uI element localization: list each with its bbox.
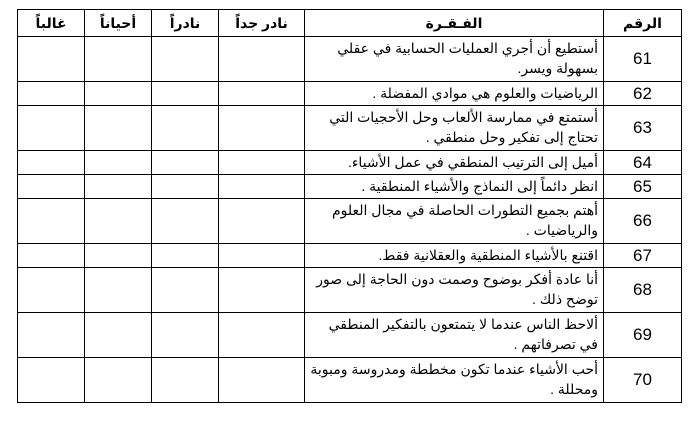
response-cell-rarely	[152, 151, 219, 175]
response-cell-very-rarely	[219, 358, 305, 403]
table-row	[18, 313, 682, 358]
item-number: 62	[604, 82, 682, 106]
table-row	[18, 106, 682, 151]
header-rarely: نادراً	[152, 10, 219, 37]
response-cell-rarely	[152, 313, 219, 358]
response-cell-sometimes	[85, 82, 152, 106]
item-text: انظر دائماً إلى النماذج والأشياء المنطقية .	[305, 175, 604, 199]
item-number: 66	[604, 199, 682, 244]
response-cell-sometimes	[85, 106, 152, 151]
header-item: الفـقـرة	[305, 10, 604, 37]
response-cell-sometimes	[85, 199, 152, 244]
response-cell-often	[18, 313, 85, 358]
response-cell-sometimes	[85, 37, 152, 82]
response-cell-rarely	[152, 106, 219, 151]
response-cell-often	[18, 358, 85, 403]
table-row	[18, 358, 682, 403]
response-cell-very-rarely	[219, 151, 305, 175]
table-row	[18, 199, 682, 244]
response-cell-sometimes	[85, 313, 152, 358]
table-row	[18, 268, 682, 313]
response-cell-very-rarely	[219, 313, 305, 358]
questionnaire-table	[17, 9, 682, 403]
response-cell-rarely	[152, 37, 219, 82]
item-text: أنا عادة أفكر بوضوح وصمت دون الحاجة إلى صور توضح ذلك .	[305, 268, 604, 313]
response-cell-often	[18, 199, 85, 244]
item-number: 67	[604, 244, 682, 268]
item-text: أستمتع في ممارسة الألعاب وحل الأحجيات التي تحتاج إلى تفكير وحل منطقي .	[305, 106, 604, 151]
item-text: أحب الأشياء عندما تكون مخططة ومدروسة ومبوبة ومحللة .	[305, 358, 604, 403]
response-cell-rarely	[152, 244, 219, 268]
response-cell-very-rarely	[219, 175, 305, 199]
response-cell-rarely	[152, 175, 219, 199]
response-cell-often	[18, 268, 85, 313]
response-cell-often	[18, 244, 85, 268]
response-cell-sometimes	[85, 268, 152, 313]
response-cell-very-rarely	[219, 199, 305, 244]
response-cell-sometimes	[85, 151, 152, 175]
response-cell-very-rarely	[219, 82, 305, 106]
header-very-rarely: نادر جداً	[219, 10, 305, 37]
response-cell-rarely	[152, 268, 219, 313]
item-number: 69	[604, 313, 682, 358]
response-cell-sometimes	[85, 244, 152, 268]
item-text: أميل إلى الترتيب المنطقي في عمل الأشياء.	[305, 151, 604, 175]
item-number: 68	[604, 268, 682, 313]
table-row	[18, 175, 682, 199]
response-cell-often	[18, 82, 85, 106]
item-number: 64	[604, 151, 682, 175]
response-cell-very-rarely	[219, 268, 305, 313]
table-row	[18, 151, 682, 175]
item-number: 63	[604, 106, 682, 151]
header-often: غالباً	[18, 10, 85, 37]
response-cell-very-rarely	[219, 244, 305, 268]
response-cell-sometimes	[85, 175, 152, 199]
response-cell-very-rarely	[219, 37, 305, 82]
item-number: 65	[604, 175, 682, 199]
item-number: 61	[604, 37, 682, 82]
table-row	[18, 37, 682, 82]
item-text: ألاحظ الناس عندما لا يتمتعون بالتفكير المنطقي في تصرفاتهم .	[305, 313, 604, 358]
response-cell-sometimes	[85, 358, 152, 403]
response-cell-often	[18, 151, 85, 175]
response-cell-rarely	[152, 199, 219, 244]
item-text: أستطيع أن أجري العمليات الحسابية في عقلي بسهولة ويسر.	[305, 37, 604, 82]
item-text: اقتنع بالأشياء المنطقية والعقلانية فقط.	[305, 244, 604, 268]
response-cell-often	[18, 175, 85, 199]
response-cell-often	[18, 106, 85, 151]
response-cell-very-rarely	[219, 106, 305, 151]
table-row	[18, 82, 682, 106]
header-number: الرقم	[604, 10, 682, 37]
response-cell-rarely	[152, 358, 219, 403]
header-sometimes: أحياناً	[85, 10, 152, 37]
table-header-row	[18, 10, 682, 37]
item-number: 70	[604, 358, 682, 403]
table-row	[18, 244, 682, 268]
response-cell-often	[18, 37, 85, 82]
item-text: أهتم بجميع التطورات الحاصلة في مجال العلوم والرياضيات .	[305, 199, 604, 244]
item-text: الرياضيات والعلوم هي موادي المفضلة .	[305, 82, 604, 106]
response-cell-rarely	[152, 82, 219, 106]
